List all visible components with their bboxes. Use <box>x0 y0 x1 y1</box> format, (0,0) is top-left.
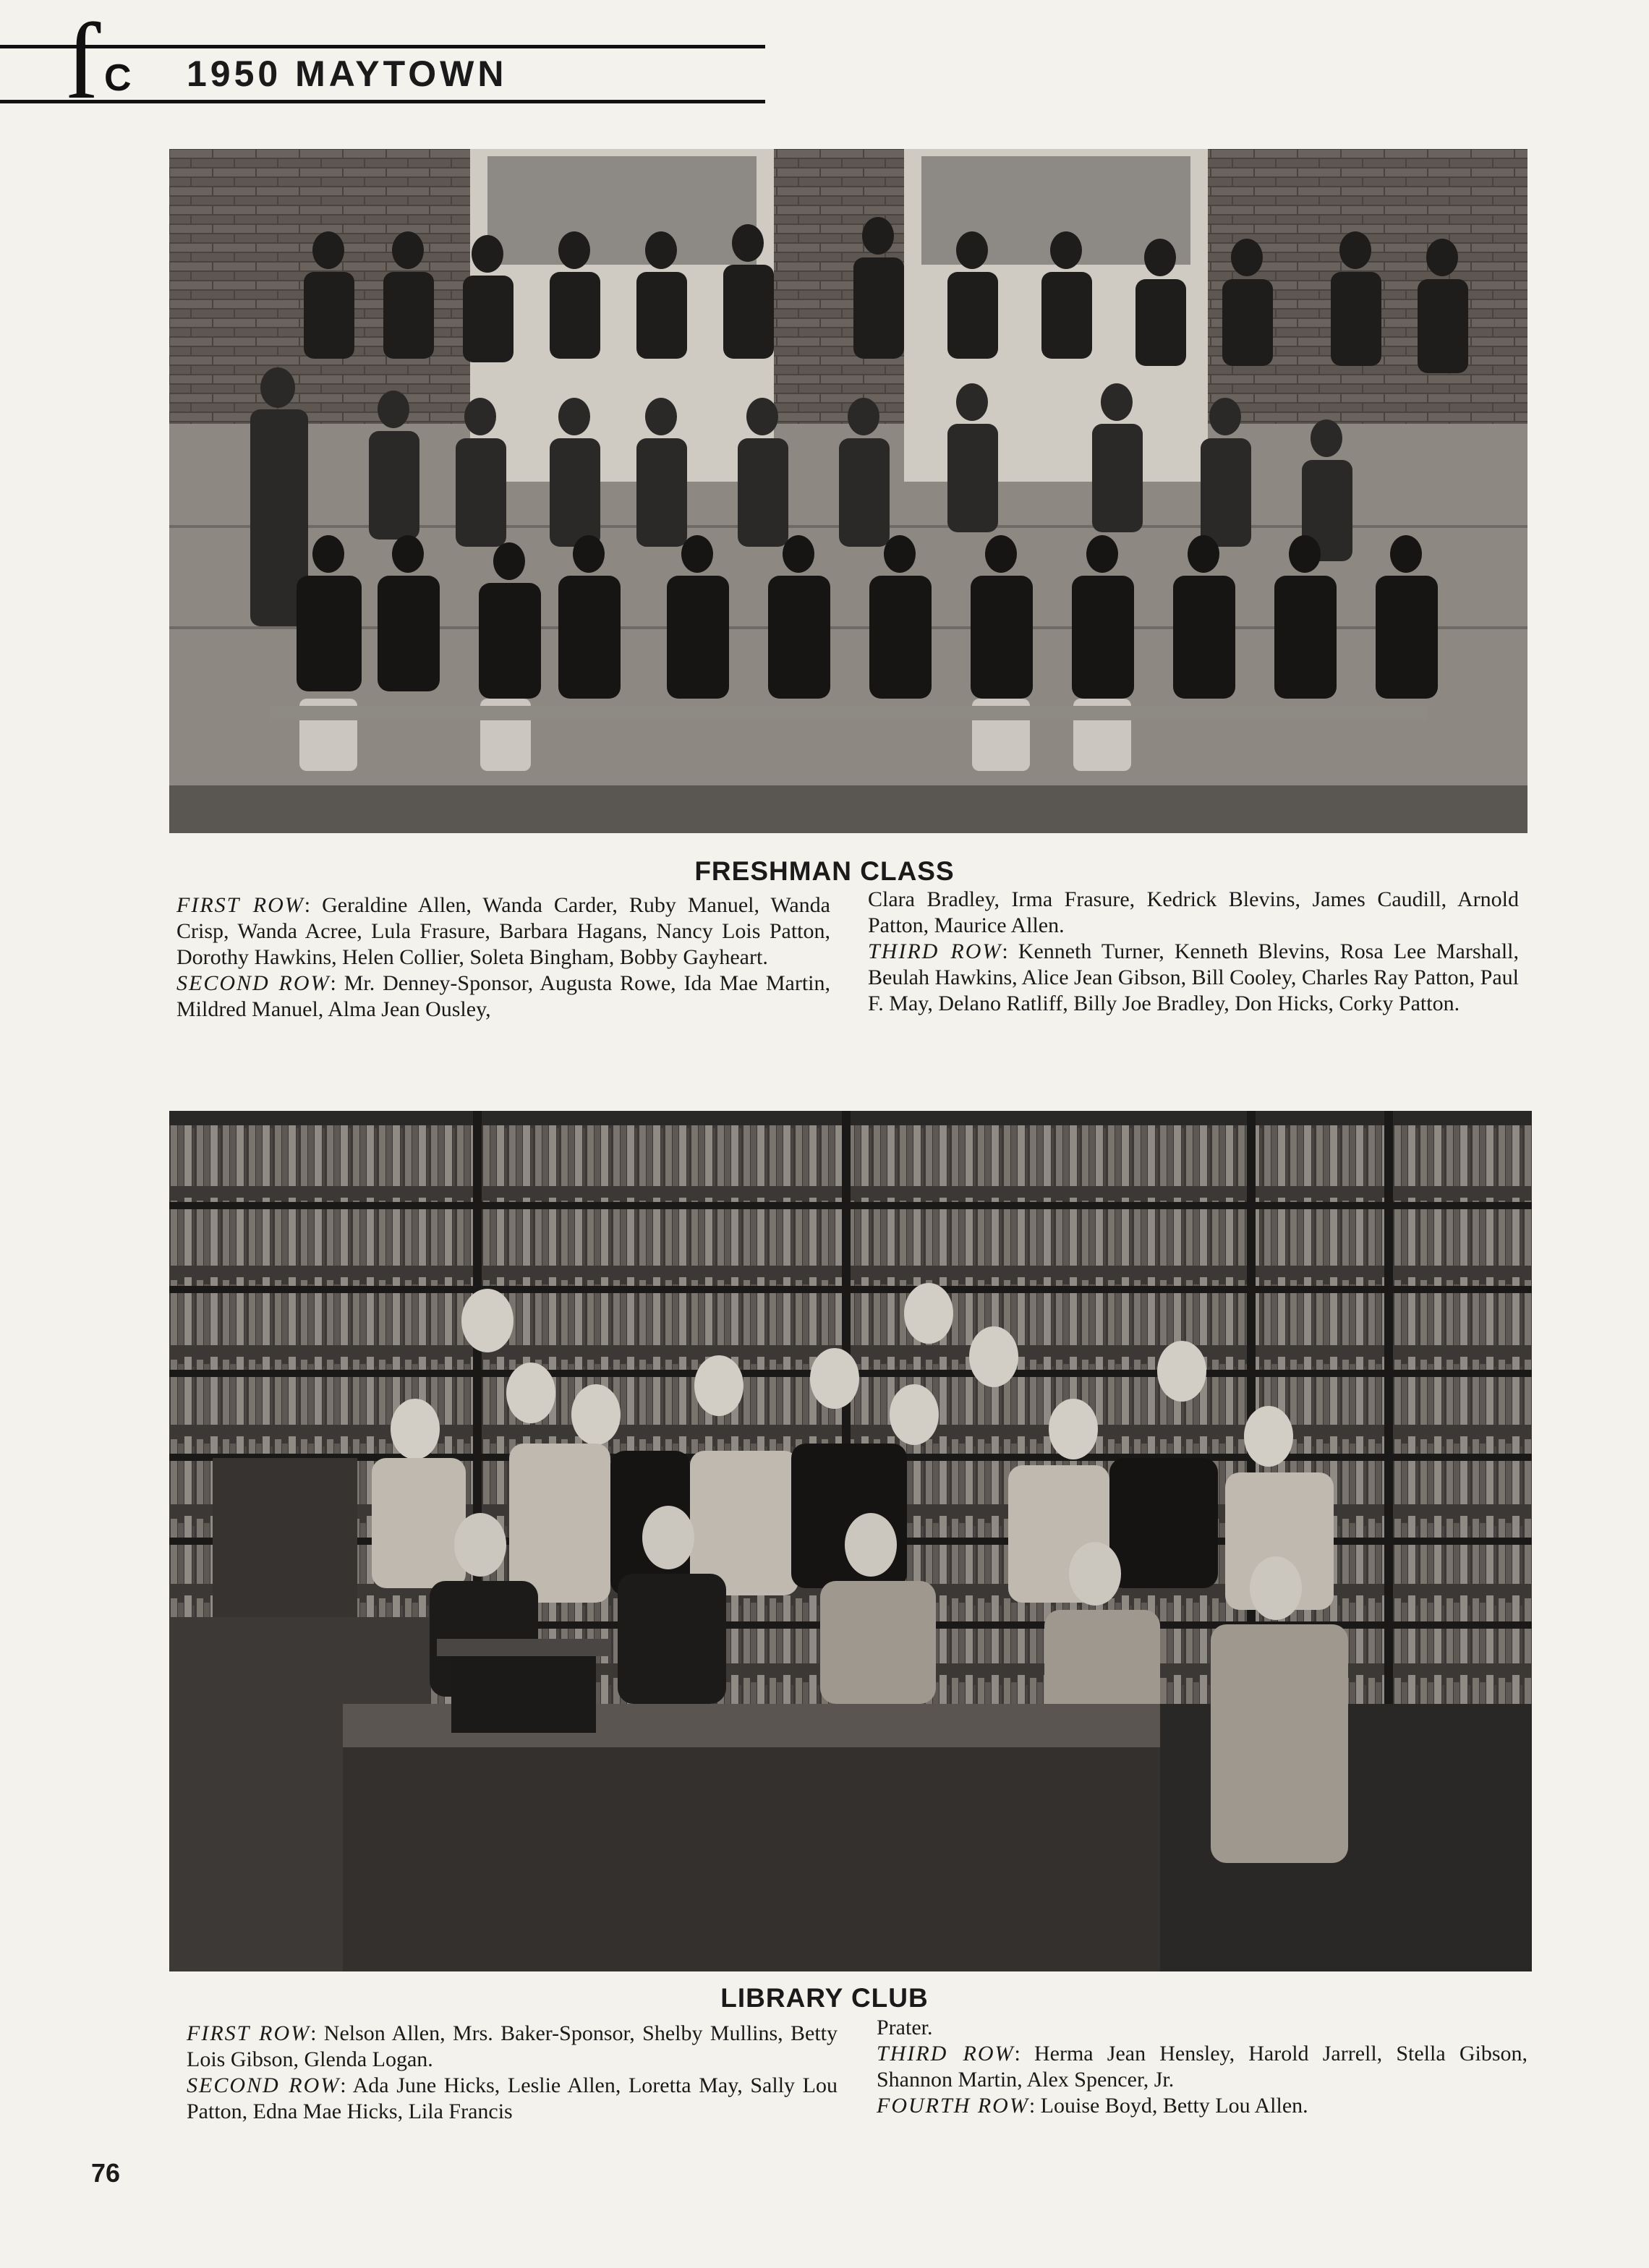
freshman-caption-right: Clara Bradley, Irma Frasure, Kedrick Blevins, James Caudill, Arnold Patton, Maurice Allen. THIRD ROW: Kenneth Turner, Kenneth Blevins, Rosa Lee Marshall, Beulah Hawkins, Alice Jean Gibson, Bill Cooley, Charles Ray Patton, Paul F. May, Delano Ratliff, Billy Joe Bradley, Don Hicks, Corky Patton. <box>868 887 1519 1015</box>
yearbook-title: 1950 MAYTOWN <box>187 54 508 94</box>
freshman-second-row-names-a: Mr. Denney-Sponsor, Augusta Rowe, Ida Mae Martin, Mildred Manuel, Alma Jean Ousley, <box>176 971 831 1021</box>
library-first-row-names: Nelson Allen, Mrs. Baker-Sponsor, Shelby Mullins, Betty Lois Gibson, Glenda Logan. <box>187 2021 838 2071</box>
library-fourth-row-names: Louise Boyd, Betty Lou Allen. <box>1040 2094 1308 2118</box>
header-rule-top <box>0 45 765 48</box>
library-club-title: LIBRARY CLUB <box>720 1983 929 2013</box>
freshman-class-photo <box>169 149 1527 833</box>
header-rule-bottom <box>0 100 765 103</box>
library-third-row-names: Herma Jean Hensley, Harold Jarrell, Stella Gibson, Shannon Martin, Alex Spencer, Jr. <box>877 2042 1527 2092</box>
freshman-first-row-label: FIRST ROW <box>176 893 304 917</box>
freshman-third-row-names: Kenneth Turner, Kenneth Blevins, Rosa Lee Marshall, Beulah Hawkins, Alice Jean Gibson, Bill Cooley, Charles Ray Patton, Paul F. May, Delano Ratliff, Billy Joe Bradley, Don Hicks, Corky Patton. <box>868 939 1519 1015</box>
library-second-row-names-b: Prater. <box>877 2016 933 2039</box>
logo-letter: C <box>104 57 132 99</box>
library-first-row-label: FIRST ROW <box>187 2021 311 2045</box>
freshman-caption-left: FIRST ROW: Geraldine Allen, Wanda Carder, Ruby Manuel, Wanda Crisp, Wanda Acree, Lula Frasure, Barbara Hagans, Nancy Lois Patton, Dorothy Hawkins, Helen Collier, Soleta Bingham, Bobby Gayheart. SECOND ROW: Mr. Denney-Sponsor, Augusta Rowe, Ida Mae Martin, Mildred Manuel, Alma Jean Ousley, <box>176 893 831 1021</box>
library-club-photo <box>169 1111 1532 1971</box>
freshman-third-row-label: THIRD ROW <box>868 939 1002 963</box>
freshman-first-row-names: Geraldine Allen, Wanda Carder, Ruby Manuel, Wanda Crisp, Wanda Acree, Lula Frasure, Barbara Hagans, Nancy Lois Patton, Dorothy Hawkins, Helen Collier, Soleta Bingham, Bobby Gayheart. <box>176 893 831 969</box>
freshman-second-row-names-b: Clara Bradley, Irma Frasure, Kedrick Blevins, James Caudill, Arnold Patton, Maurice Allen. <box>868 887 1519 937</box>
yearbook-logo: ſ C <box>67 1 132 122</box>
library-caption-left: FIRST ROW: Nelson Allen, Mrs. Baker-Sponsor, Shelby Mullins, Betty Lois Gibson, Glenda Logan. SECOND ROW: Ada June Hicks, Leslie Allen, Loretta May, Sally Lou Patton, Edna Mae Hicks, Lila Francis <box>187 2021 838 2123</box>
library-fourth-row-label: FOURTH ROW <box>877 2094 1029 2118</box>
library-third-row-label: THIRD ROW <box>877 2042 1015 2066</box>
library-second-row-names-a: Ada June Hicks, Leslie Allen, Loretta May, Sally Lou Patton, Edna Mae Hicks, Lila Francis <box>187 2073 838 2123</box>
freshman-class-title: FRESHMAN CLASS <box>694 856 955 886</box>
library-caption-right: Prater. THIRD ROW: Herma Jean Hensley, Harold Jarrell, Stella Gibson, Shannon Martin, Alex Spencer, Jr. FOURTH ROW: Louise Boyd, Betty Lou Allen. <box>877 2016 1527 2118</box>
freshman-second-row-label: SECOND ROW <box>176 971 331 995</box>
library-second-row-label: SECOND ROW <box>187 2073 341 2097</box>
page-number: 76 <box>91 2158 121 2188</box>
